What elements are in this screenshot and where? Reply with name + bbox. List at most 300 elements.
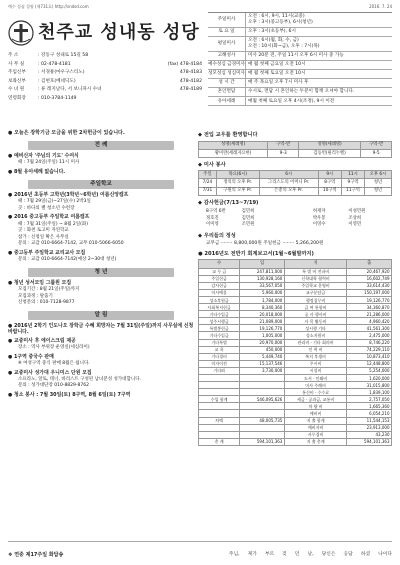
schedule-value <box>246 61 392 69</box>
info-row <box>8 69 208 78</box>
notice-detail: 때 : 7월 31일(주일) ~ 8월 2일(화) <box>18 221 88 227</box>
table-cell: 48,005,735 <box>240 417 285 424</box>
table-header-cell: 성명(세례명) <box>299 141 361 149</box>
schedule-line: 미사 20분 전, 주일 11시 오후 6시 미사 중 가능 <box>248 52 344 58</box>
table-cell: 수입 합계 <box>199 396 240 403</box>
schedule-key: 고해성사 <box>208 52 246 60</box>
table-cell <box>199 389 240 396</box>
table-cell: 감사헌금 <box>199 282 240 289</box>
thanks-name: 조민원 <box>241 222 255 228</box>
table-cell <box>199 403 240 410</box>
notice-detail: ※ 여성구역 중식 판매 8월은 쉽니다. <box>18 360 90 366</box>
table-cell: 21,286,000 <box>347 311 392 318</box>
welcome-title: ◆ 전입 교우를 환영합니다 <box>198 132 258 138</box>
schedule-line: 오전 : 6시, 9시, 11시(교중) <box>248 14 305 20</box>
table-row <box>199 410 392 417</box>
table-cell: 12,448,800 <box>347 360 392 367</box>
table-cell: 지 출 합계 <box>284 417 347 424</box>
info-value: : 김현호(베네딕도) <box>38 78 76 84</box>
mass-service-table <box>198 170 392 195</box>
table-cell: 4,960,420 <box>347 318 392 325</box>
table-row <box>199 353 392 360</box>
table-cell: 구원의 오후 Pr. <box>216 187 259 195</box>
schedule-value <box>246 13 392 27</box>
thanks-name: 박우봉 <box>312 215 326 221</box>
thanks-name: 김민희 <box>241 209 255 215</box>
table-cell <box>240 410 285 417</box>
church-cross-icon <box>8 20 34 46</box>
section-header: 전 례 <box>28 141 174 150</box>
table-row <box>199 339 392 346</box>
info-value: : 강동구 성내로 15길 58 <box>38 53 89 59</box>
table-cell: 차액 <box>199 417 240 424</box>
info-extra: (fax) 478-4184 <box>167 61 202 67</box>
table-cell: 8,746,220 <box>347 339 392 346</box>
table-cell: 8,340,360 <box>240 304 285 311</box>
table-cell: 행정집무비 <box>284 296 347 303</box>
table-row <box>199 311 392 318</box>
info-key: 수 녀 원 <box>8 87 25 93</box>
notice-detail: 장소 : 역사 부위장 운영실(세심라이) <box>18 345 90 351</box>
info-key: 연령회장 <box>8 95 26 101</box>
table-cell: 7/31 <box>199 187 217 195</box>
notice-detail: 문의 : 교감 010-6664-7142, 교무 010-5066-6050 <box>18 241 124 247</box>
lyric-word: 응답 <box>343 552 353 558</box>
table-header-cell: 오후 6시 <box>365 171 392 179</box>
schedule-key: 혼인면담 <box>208 88 246 96</box>
thanks-list <box>198 208 392 229</box>
table-cell <box>240 374 285 381</box>
table-cell: 43,230 <box>347 431 392 438</box>
table-header-row <box>199 260 392 268</box>
finance-title: ● 2016년도 전반기 회계보고서(1월~6월말까지) <box>198 250 314 257</box>
table-cell: 교 육 <box>199 346 240 353</box>
table-cell: 9-3 <box>268 149 299 157</box>
lyric-word: 부르 <box>264 552 275 558</box>
table-cell: 130,928,160 <box>240 275 285 282</box>
table-cell: 31,015,800 <box>347 382 392 389</box>
table-cell: 5,449,740 <box>240 353 285 360</box>
table-header-cell: 성명(세례명) <box>199 141 268 149</box>
lyric-word: 짖 <box>282 552 287 558</box>
table-cell: 통신비 · 수수료 <box>284 389 347 396</box>
table-cell <box>199 431 240 438</box>
table-cell: 1,784,000 <box>240 296 285 303</box>
info-key: 사 무 실 <box>8 61 25 67</box>
schedule-line: 오후 : 3시(중고등부), 6시(청년) <box>248 19 313 25</box>
table-row <box>199 289 392 296</box>
table-cell: 교구분담금 <box>284 289 347 296</box>
schedule-key: 주일미사 <box>208 13 246 27</box>
notice-detail: 소프라노, 알토, 테너, 바리스트 구성된 남녀분성 성가대합니다. <box>18 376 141 382</box>
left-column <box>8 128 194 558</box>
table-cell: 사 목 활동비 <box>284 318 347 325</box>
table-cell: 1,665,360 <box>347 403 392 410</box>
table-cell: 기타수입금 <box>199 311 240 318</box>
table-row <box>199 296 392 303</box>
table-cell: 9-5 <box>361 149 392 157</box>
table-cell: 성소후원금 <box>199 296 240 303</box>
table-header-cell: 지 <box>284 260 347 268</box>
table-cell: 인 력 비 <box>284 346 347 353</box>
table-cell: 시설비 <box>284 367 347 374</box>
brand-block <box>8 12 208 124</box>
schedule-line: 매 주 목요일 오후 7시 미사 후 <box>248 80 309 86</box>
offering-line: 교무금 ········ 8,800,000원 주일헌금 ········ 5,266,200원 <box>206 241 324 247</box>
table-cell <box>240 389 285 396</box>
right-column <box>198 128 392 558</box>
table-cell: 3,730,000 <box>240 367 285 374</box>
table-cell: 41,561,300 <box>347 325 392 332</box>
table-cell: 차 량 비 <box>284 403 347 410</box>
table-cell: 주시비 <box>284 360 347 367</box>
table-cell <box>240 382 285 389</box>
table-cell: 청년 <box>365 187 392 195</box>
issue-info: 예수 성심 성월 (제731호) http://sndsd.com <box>8 4 89 9</box>
table-cell: 도서 · 인쇄비 <box>284 374 347 381</box>
table-cell: 기타수입금 <box>199 332 240 339</box>
section-header: 청 년 <box>28 268 174 277</box>
schedule-key: 예수성심 금경미사 <box>208 62 245 68</box>
info-value: : 류 레지날다, 서 보니파시 수녀 <box>38 87 102 93</box>
lyric-word: 주님, <box>228 552 240 558</box>
notice-item: ● 교중미사 성가대 우니미스 단원 모집 <box>8 369 92 376</box>
schedule-row <box>208 28 392 37</box>
table-cell: 황미란(세례자요한) <box>199 149 268 157</box>
table-header-cell: 출 <box>347 260 392 268</box>
thanks-name <box>277 216 313 222</box>
table-cell: 11,544,153 <box>347 417 392 424</box>
table-row <box>199 282 392 289</box>
footer <box>8 541 392 561</box>
notice-detail: 곳 : 바다의 별 청소년 수련장 <box>18 205 75 211</box>
table-cell: 특 별 비 전파비 <box>284 268 347 275</box>
schedule-key: 성모성심 성심미사 <box>208 71 245 77</box>
issue-date: 2016. 7. 24 <box>369 4 392 9</box>
info-key: 주 소 <box>8 53 19 59</box>
table-cell: 34,360,870 <box>347 304 392 311</box>
schedule-line: 오전 : 10시(화~금), 오후 : 7시(목) <box>248 43 320 49</box>
table-cell: 그리스도의 어머니 Pr. <box>259 179 318 187</box>
table-cell: 성주시행금 <box>199 318 240 325</box>
table-cell: 신학대학 협력비 <box>284 275 347 282</box>
table-row <box>199 304 392 311</box>
table-header-cell: 입 <box>240 260 285 268</box>
table-row <box>199 389 392 396</box>
table-cell: 247,811,000 <box>240 268 285 275</box>
thanks-title: ◆ 감사헌금(7/13~7/19) <box>198 199 259 206</box>
finance-table <box>198 259 392 445</box>
table-cell: 20,018,000 <box>240 311 285 318</box>
thanks-name: 이미영 <box>206 222 219 228</box>
info-value: : 010-3784-1149 <box>38 95 77 101</box>
table-cell: 546,095,626 <box>240 396 285 403</box>
table-cell: 미사예물 <box>199 289 240 296</box>
thanks-name: 김민희 <box>241 215 255 221</box>
church-name: 천주교 성내동 성당 <box>38 21 200 43</box>
table-row <box>199 403 392 410</box>
notice-item: ● 2016년 2학기 인도나오 장학금 수혜 희망자는 7월 31일(주일)까지 사무실에 신청 바랍니다. <box>8 322 194 335</box>
table-cell: 33,567,050 <box>240 282 285 289</box>
table-cell: 8구역 <box>318 179 341 187</box>
table-row <box>199 424 392 431</box>
lyric-word: 하셨 <box>360 552 371 558</box>
table-cell: 5,254,000 <box>347 367 392 374</box>
notice-item: ● 2016 중고등부 주일학교 여름캠프 <box>8 214 90 221</box>
table-cell: 150,197,000 <box>347 289 392 296</box>
table-cell: 594,101,363 <box>347 438 392 445</box>
table-cell: 기타외 <box>199 367 240 374</box>
table-cell: 7/24 <box>199 179 217 187</box>
table-cell: 성시행 기타 <box>284 325 347 332</box>
table-cell: 1,620,000 <box>347 374 392 381</box>
notice-detail: 때 : 7월 29일(금)~27일(수) 2박3일 <box>18 199 91 205</box>
table-cell: 공 사 행사비 <box>284 311 347 318</box>
table-cell: 정의의 오후 Pr. <box>216 179 259 187</box>
thanks-name <box>277 209 313 215</box>
thanks-name: 이영민 <box>348 222 362 228</box>
info-key: 보좌신부 <box>8 78 26 84</box>
notice-detail: 모집과정 : 탈출기 <box>18 293 53 299</box>
table-header-cell: 주일 <box>199 171 217 179</box>
schedule-value <box>246 37 392 51</box>
offering-title: ◆ 우리들의 정성 <box>198 232 236 239</box>
table-row <box>199 179 392 187</box>
table-cell: 기타특별 <box>199 339 240 346</box>
schedule-value <box>246 52 392 60</box>
lyric-word: 제가 <box>247 552 257 558</box>
table-cell <box>240 431 285 438</box>
welcome-table <box>198 141 392 158</box>
table-header-cell: 9시 <box>318 171 341 179</box>
info-extra: 478-4183 <box>179 70 202 76</box>
schedule-line: 매 월 첫째 토요일 오전 10시 <box>248 71 306 77</box>
notice-detail: 문의 : 교감 010-6664-7142(예상 2~30대 청년) <box>18 257 117 263</box>
table-cell: 미자이전 <box>199 360 240 367</box>
table-cell: 594,101,363 <box>240 438 285 445</box>
table-row <box>199 417 392 424</box>
table-cell <box>240 424 285 431</box>
table-cell: 15,137,546 <box>240 360 285 367</box>
schedule-row <box>208 88 392 97</box>
schedule-row <box>208 70 392 79</box>
table-row <box>199 346 392 353</box>
table-cell: 20,970,000 <box>240 339 285 346</box>
table-cell: 23,913,000 <box>347 424 392 431</box>
table-row <box>199 360 392 367</box>
top-bar <box>8 4 392 10</box>
info-extra: 478-4182 <box>179 78 202 84</box>
table-cell: 21,089,000 <box>240 318 285 325</box>
schedule-row <box>208 97 392 106</box>
schedule-key: 성 시 간 <box>208 79 246 87</box>
schedule-row <box>208 61 392 70</box>
info-row <box>8 86 208 95</box>
table-row <box>199 268 392 275</box>
table-cell: 33,614,430 <box>347 282 392 289</box>
table-row <box>199 275 392 282</box>
table-cell: 19,126,770 <box>240 325 285 332</box>
lyric-word: 나이다 <box>378 552 392 558</box>
schedule-row <box>208 37 392 52</box>
schedule-row <box>208 13 392 28</box>
schedule-line: 매월 첫째 토요일 오후 4시(조정), 9시 이전 <box>248 98 335 104</box>
schedule-key: 유아세례 <box>208 97 246 105</box>
notice-item: ● 청년 성서모임 그룹원 모집 <box>8 279 72 286</box>
table-cell: 청년 <box>365 179 392 187</box>
table-cell: 1,005,000 <box>240 332 285 339</box>
headline: ● 오늘은 장학기금 모금을 위한 2차헌금이 있습니다. <box>8 130 125 136</box>
info-extra: 478-4189 <box>179 87 202 93</box>
table-cell: 사무경비 <box>284 431 347 438</box>
table-header-cell: 11시 <box>341 171 364 179</box>
table-cell: 지 출 총계 <box>284 438 347 445</box>
table-row <box>199 325 392 332</box>
table-row <box>199 187 392 195</box>
table-cell: 김동빈(필리누벨) <box>299 149 361 157</box>
thanks-name: 8구역 6반 <box>206 209 226 215</box>
mass-schedule <box>208 12 392 124</box>
table-cell: 11구역 <box>341 187 364 195</box>
table-cell: 은총의 모후 Pr. <box>259 187 318 195</box>
schedule-line: 수시로, 면담 시 혼인하는 두분이 함께 오셔야 합니다. <box>248 89 355 95</box>
section-header: 주일학교 <box>28 180 174 189</box>
table-row <box>199 431 392 438</box>
notice-item: ● 1구역 중국수 판매 <box>8 353 54 360</box>
info-value: : 02-478-4181 <box>38 61 71 67</box>
table-header-cell: 수 <box>199 260 240 268</box>
table-header-cell: 6시 <box>259 171 318 179</box>
table-row <box>199 382 392 389</box>
table-cell: 예비자비 <box>284 424 347 431</box>
info-row <box>8 52 208 61</box>
table-cell <box>199 382 240 389</box>
schedule-row <box>208 79 392 88</box>
info-key: 주임신부 <box>8 70 26 76</box>
table-header-row <box>199 171 392 179</box>
table-cell: 주일헌금 <box>199 275 240 282</box>
table-cell: 20,467,920 <box>347 268 392 275</box>
table-cell <box>199 410 240 417</box>
table-cell: 기타경비 <box>199 353 240 360</box>
table-cell: 미사 주례비 <box>284 382 347 389</box>
table-row <box>199 367 392 374</box>
table-cell: 급 여 통합비 <box>284 304 347 311</box>
schedule-value <box>246 88 392 96</box>
table-cell: 세금 · 공과금, 교통비 <box>284 396 347 403</box>
notice-detail: 곳 : 화천 토고미 자연학교 <box>18 228 69 234</box>
table-cell: 성소지원비 <box>284 332 347 339</box>
table-cell: 특별봉헌금 <box>199 325 240 332</box>
table-cell: 복지 후생비 <box>284 353 347 360</box>
table-row <box>199 374 392 381</box>
notice-detail: 모집기간 : 8월 21일(주일)까지 <box>18 286 80 292</box>
info-row <box>8 61 208 70</box>
schedule-row <box>208 52 392 61</box>
table-cell: 예비비 <box>284 410 347 417</box>
thanks-name: 정호진 <box>206 215 219 221</box>
lyric-word: 던 <box>294 552 300 558</box>
notice-detail: 참가 : 신청일 확은 사무실 <box>18 234 69 240</box>
table-cell: 19,126,770 <box>347 296 392 303</box>
notice-item: ● 교중미사 후 에이스크림 제공 <box>8 338 76 345</box>
thanks-name: 이성민원 <box>348 209 366 215</box>
contact-info <box>8 52 208 103</box>
mass-service-title: ◆ 미사 봉사 <box>198 161 226 168</box>
table-cell <box>199 424 240 431</box>
table-header-cell: 구역-반 <box>361 141 392 149</box>
table-cell: 2,757,050 <box>347 396 392 403</box>
table-header-row <box>199 141 392 149</box>
table-cell: 5,960,000 <box>240 289 285 296</box>
notice-item: ● 중고등부 주일학교 교리교사 모집 <box>8 250 86 257</box>
schedule-value <box>246 97 392 105</box>
thanks-name: 허재자 <box>312 209 326 215</box>
notice-detail: 문의 : 성가대단장 010-8829-8762 <box>18 383 89 389</box>
schedule-line: 매 월 첫째 금요일 오전 10시 <box>248 62 306 68</box>
table-cell: 사회복지헌금 <box>199 304 240 311</box>
header <box>8 12 392 124</box>
table-cell: 16,602,749 <box>347 275 392 282</box>
table-cell: 관리비 · 기타 회의비 <box>284 339 347 346</box>
thanks-name: 조상희 <box>348 215 362 221</box>
notice-item: ● 청소 봉사 : 7월 30일(토) 8구역, 8월 6일(토) 7구역 <box>8 391 131 398</box>
table-header-cell: 구역-반 <box>268 141 299 149</box>
table-row <box>199 438 392 445</box>
schedule-line: 오후 : 3시(초등부), 6시 <box>248 29 296 35</box>
psalm-lyrics <box>229 552 392 561</box>
section-header: 알 림 <box>28 311 174 320</box>
notice-detail: 때 : 7월 24일(주일) 11시 미사 <box>18 160 80 166</box>
lyric-word: 당신은 <box>321 552 336 558</box>
table-cell: 총 계 <box>199 438 240 445</box>
schedule-key: 토 요 일 <box>208 28 246 36</box>
notice-item: ● 2016년 초등부 고학년(3학년~6학년) 여름신앙캠프 <box>8 192 129 199</box>
schedule-line: 오전 : 6시(월, 화, 수, 금) <box>248 38 299 44</box>
thanks-name: 이영수 <box>312 222 326 228</box>
table-cell: 10구역 <box>318 187 341 195</box>
info-value: : 서경룡(마우구스티노) <box>38 70 85 76</box>
notice-item: ● 예비신자 '주님의 기도' 수여식 <box>8 153 79 160</box>
psalm-title: ❖ 연중 제17주일 화답송 <box>8 551 64 558</box>
table-cell: 주일학교 운영비 <box>284 282 347 289</box>
thanks-name <box>277 222 313 228</box>
table-row <box>199 149 392 157</box>
schedule-value <box>246 28 392 36</box>
table-cell: 10,873,410 <box>347 353 392 360</box>
table-header-cell: 목요(6시) <box>216 171 259 179</box>
schedule-value <box>246 70 392 78</box>
table-cell: 6,054,210 <box>347 410 392 417</box>
table-row <box>199 318 392 325</box>
table-cell <box>199 374 240 381</box>
table-cell <box>240 403 285 410</box>
table-cell: 9구역 <box>341 179 364 187</box>
table-row <box>199 396 392 403</box>
notice-item: ● 8월 유아세례 없습니다. <box>8 168 66 175</box>
table-cell: 450,000 <box>240 346 285 353</box>
table-row <box>199 332 392 339</box>
table-cell: 1,839,100 <box>347 389 392 396</box>
table-cell: 2,475,000 <box>347 332 392 339</box>
notice-detail: 신청문의 : 010-7128-9877 <box>18 300 75 306</box>
info-row <box>8 78 208 87</box>
table-cell: 교 무 금 <box>199 268 240 275</box>
schedule-value <box>246 79 392 87</box>
lyric-word: 날, <box>307 552 314 558</box>
info-row <box>8 95 208 104</box>
table-cell: 74,229,110 <box>347 346 392 353</box>
